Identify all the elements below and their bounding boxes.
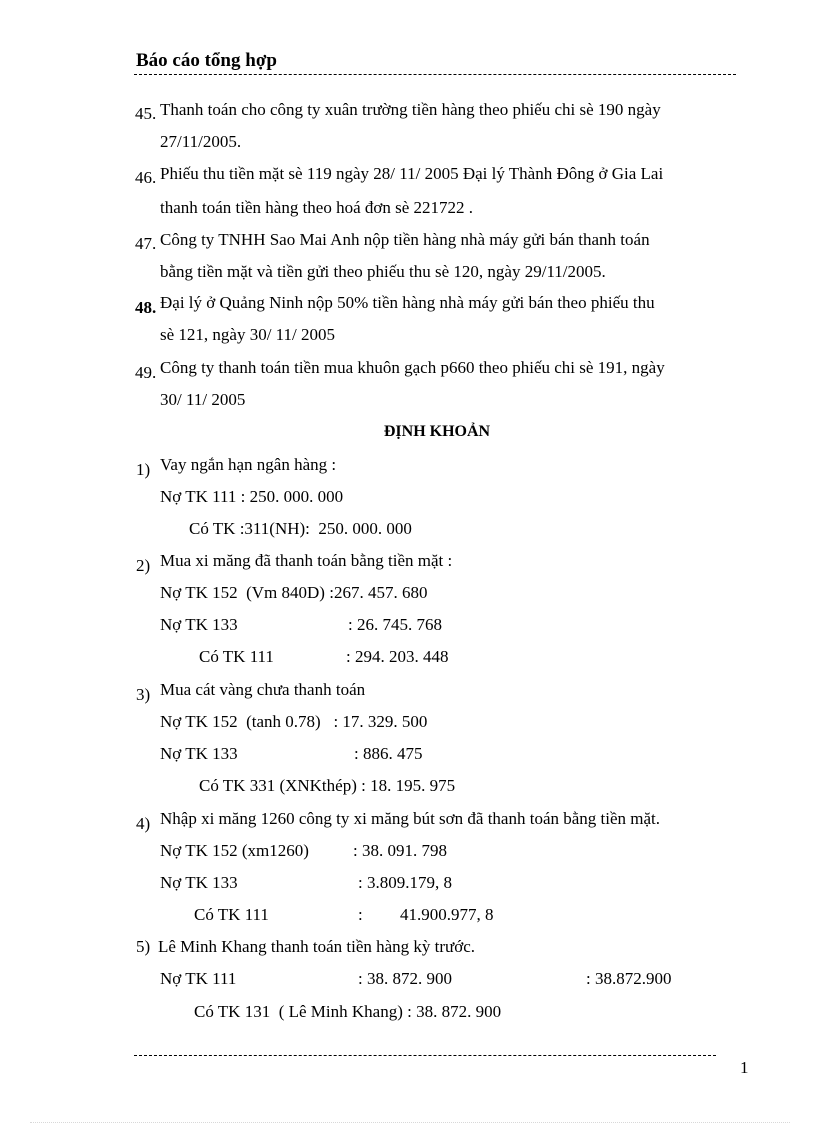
- item-number: 45.: [135, 104, 157, 123]
- item-text-line: Đại lý ở Quảng Ninh nộp 50% tiền hàng nhà máy gửi bán theo phiếu thu: [160, 293, 655, 312]
- entry-line: Nợ TK 133: [160, 873, 238, 892]
- item-text-line: Công ty TNHH Sao Mai Anh nộp tiền hàng nhà máy gửi bán thanh toán: [160, 230, 650, 249]
- item-text-line: bằng tiền mặt và tiền gửi theo phiếu thu sè 120, ngày 29/11/2005.: [160, 262, 606, 281]
- item-number: 46.: [135, 168, 157, 187]
- entry-title: Vay ngắn hạn ngân hàng :: [160, 455, 337, 474]
- entry-title: Mua cát vàng chưa thanh toán: [160, 680, 366, 699]
- entry-amount: : 3.809.179, 8: [358, 873, 452, 892]
- entry-title: Nhập xi măng 1260 công ty xi măng bút sơn đã thanh toán bằng tiền mặt.: [160, 809, 661, 828]
- entry-line: Nợ TK 152 (Vm 840D) :267. 457. 680: [160, 583, 428, 602]
- item-text-line: 30/ 11/ 2005: [160, 390, 246, 409]
- item-text-line: Thanh toán cho công ty xuân trường tiền hàng theo phiếu chi sè 190 ngày: [160, 100, 661, 119]
- entry-line: Nợ TK 152 (tanh 0.78) : 17. 329. 500: [160, 712, 428, 731]
- entry-number: 4): [136, 814, 151, 833]
- entry-number: 2): [136, 556, 151, 575]
- entry-number: 3): [136, 685, 151, 704]
- entry-line: Có TK 131 ( Lê Minh Khang) : 38. 872. 900: [194, 1002, 502, 1021]
- entry-amount: : 886. 475: [354, 744, 423, 763]
- entry-line: Có TK 111: [199, 647, 274, 666]
- entry-line: Nợ TK 133: [160, 615, 238, 634]
- entry-amount: : 38. 091. 798: [353, 841, 447, 860]
- item-text-line: Phiếu thu tiền mặt sè 119 ngày 28/ 11/ 2005 Đại lý Thành Đông ở Gia Lai: [160, 164, 664, 183]
- entry-line: Có TK 111: [194, 905, 269, 924]
- entry-line: Nợ TK 111: [160, 969, 237, 988]
- section-heading: ĐỊNH KHOẢN: [383, 423, 491, 440]
- entry-number: 5): [136, 937, 151, 956]
- entry-amount: : 294. 203. 448: [346, 647, 449, 666]
- page-number: 1: [740, 1058, 749, 1077]
- footer-divider: [134, 1055, 716, 1056]
- item-text-line: thanh toán tiền hàng theo hoá đơn sè 221722 .: [160, 198, 474, 217]
- entry-title: Mua xi măng đã thanh toán bằng tiền mặt :: [160, 551, 453, 570]
- item-text-line: 27/11/2005.: [160, 132, 242, 151]
- entry-colon: :: [358, 905, 363, 924]
- entry-amount: 41.900.977, 8: [400, 905, 494, 924]
- page-header-title: Báo cáo tổng hợp: [136, 50, 277, 71]
- entry-amount: : 26. 745. 768: [348, 615, 442, 634]
- entry-line: Có TK :311(NH): 250. 000. 000: [189, 519, 412, 538]
- entry-line: Nợ TK 133: [160, 744, 238, 763]
- entry-amount: : 38. 872. 900: [358, 969, 452, 988]
- item-text-line: sè 121, ngày 30/ 11/ 2005: [160, 325, 336, 344]
- entry-amount-right: : 38.872.900: [586, 969, 672, 988]
- header-divider: [134, 74, 736, 75]
- entry-line: Nợ TK 111 : 250. 000. 000: [160, 487, 344, 506]
- entry-line: Có TK 331 (XNKthép) : 18. 195. 975: [199, 776, 456, 795]
- item-text-line: Công ty thanh toán tiền mua khuôn gạch p660 theo phiếu chi sè 191, ngày: [160, 358, 665, 377]
- entry-number: 1): [136, 460, 151, 479]
- item-number: 49.: [135, 363, 157, 382]
- entry-line: Nợ TK 152 (xm1260): [160, 841, 309, 860]
- item-number: 47.: [135, 234, 157, 253]
- entry-title: Lê Minh Khang thanh toán tiền hàng kỳ trước.: [158, 937, 476, 956]
- item-number: 48.: [135, 298, 157, 317]
